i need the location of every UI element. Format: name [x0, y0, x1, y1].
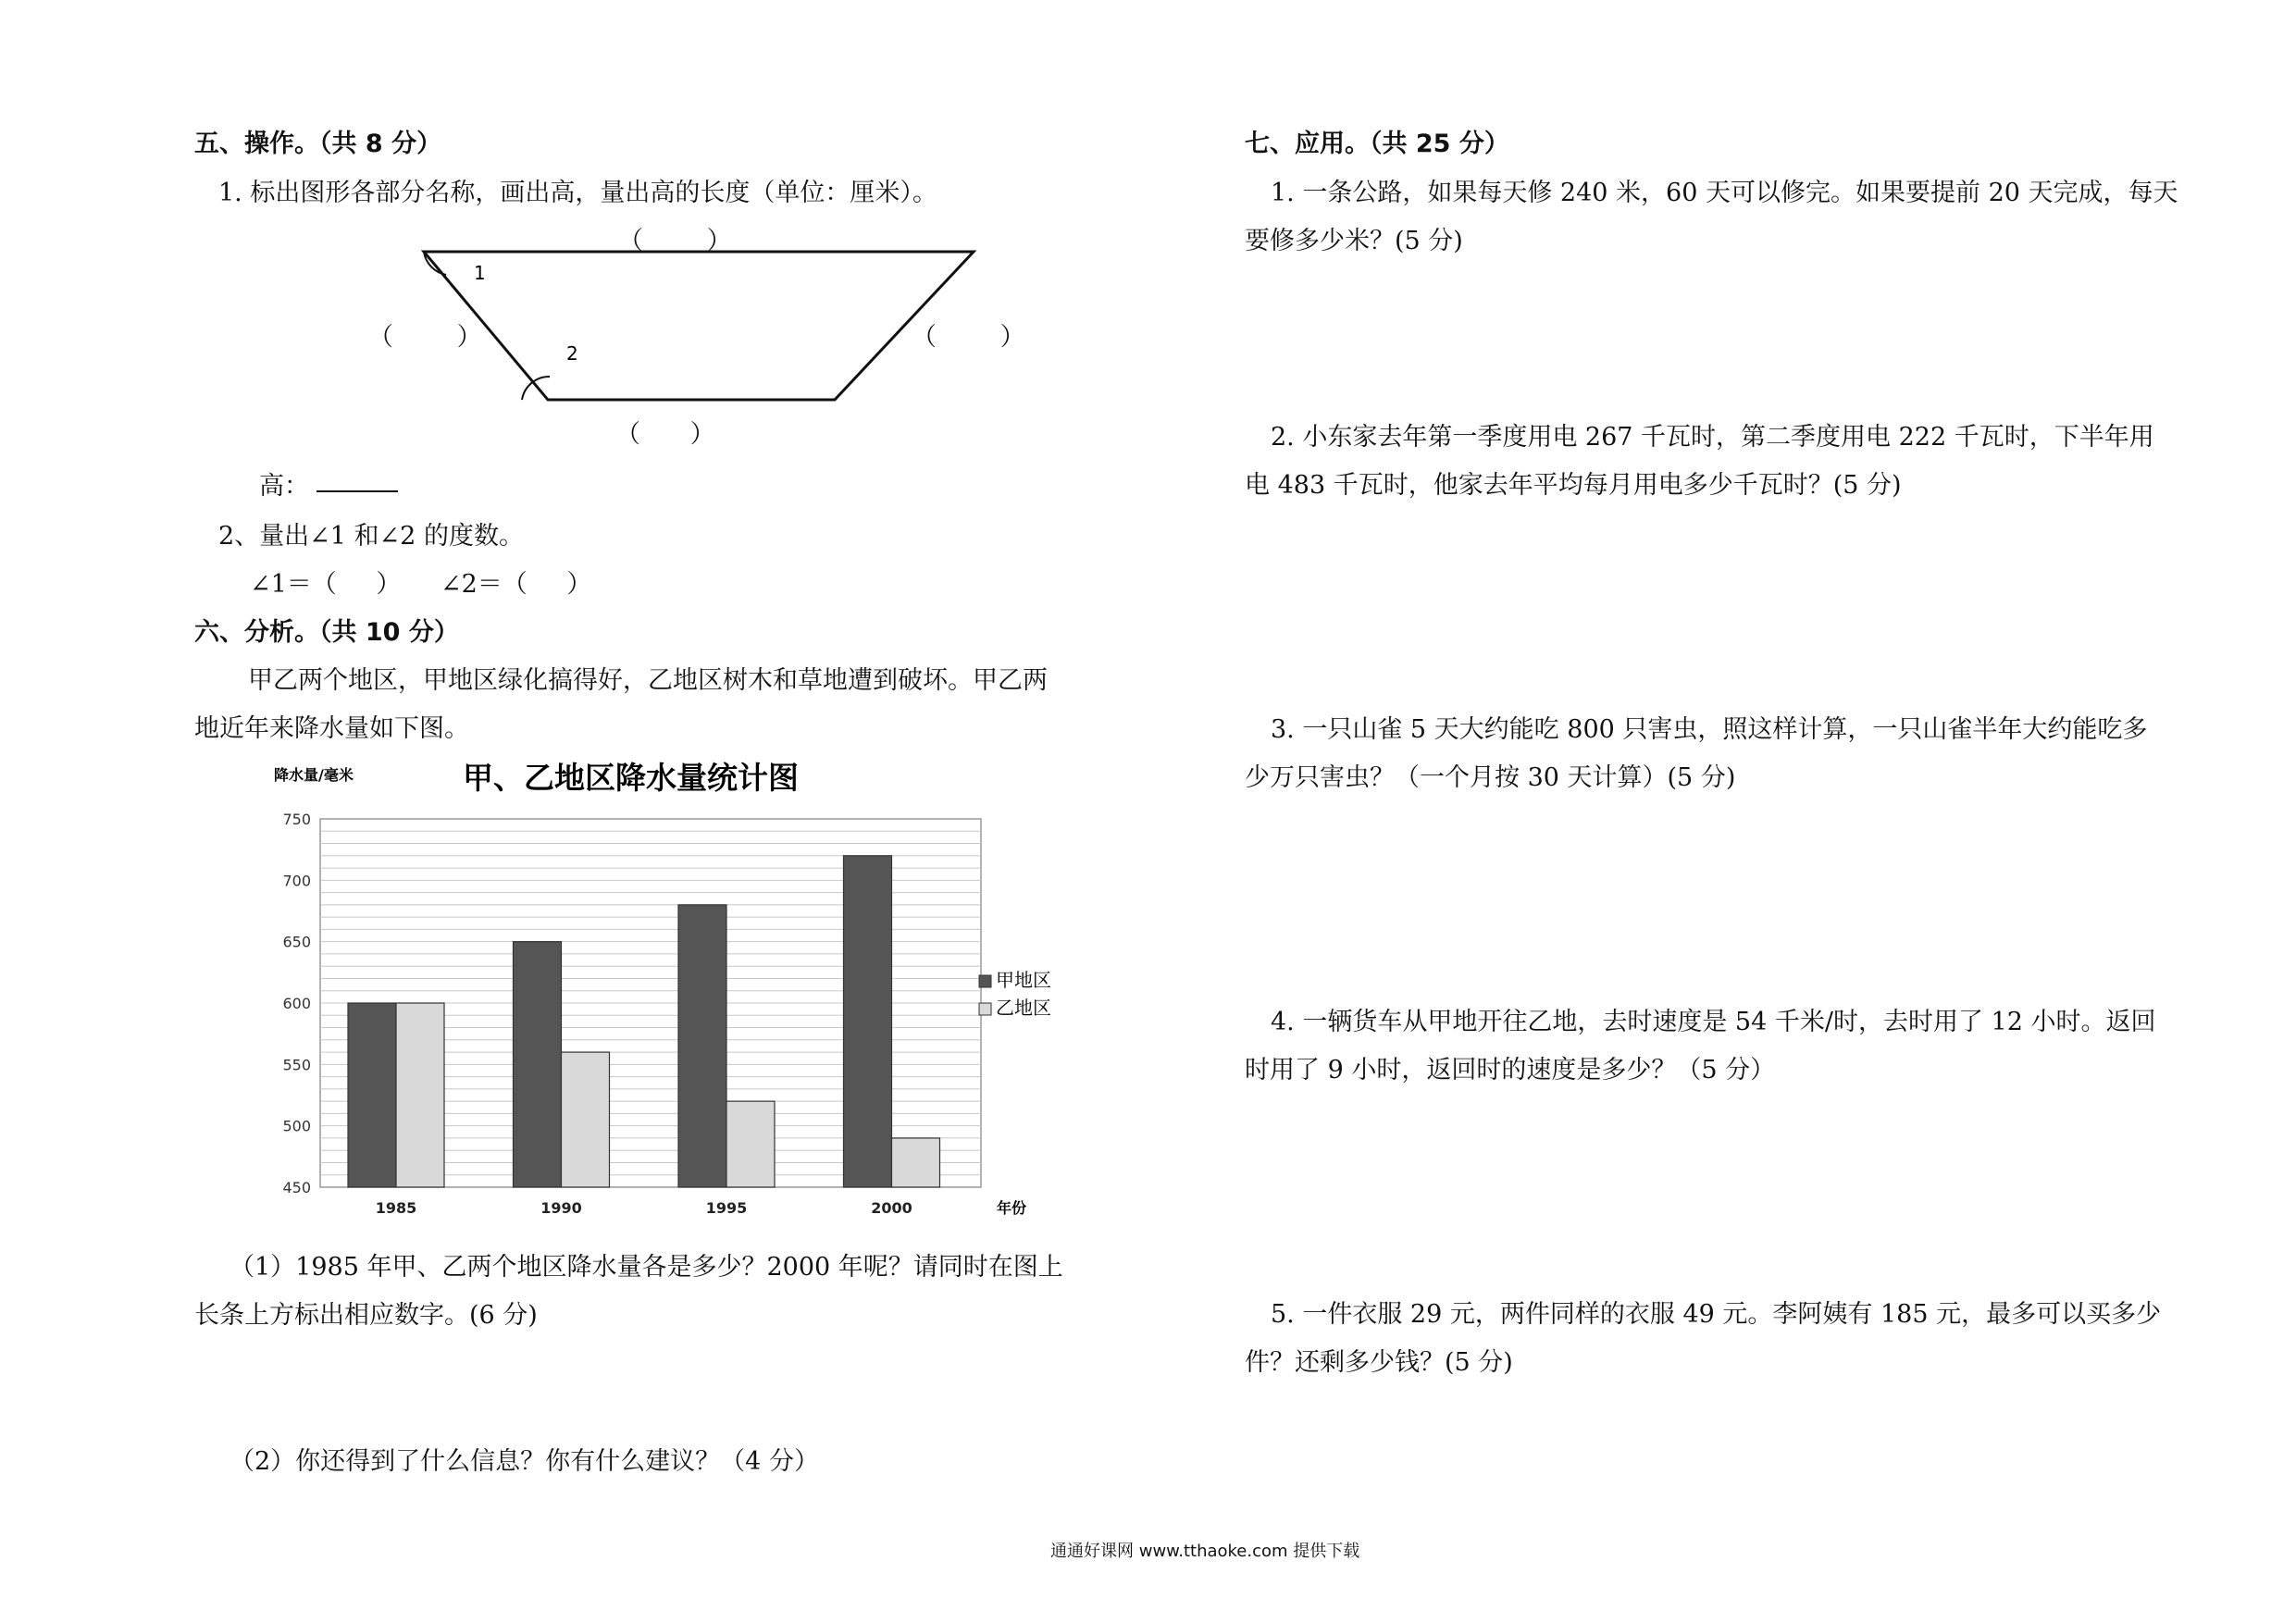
height-label: 高： [259, 472, 309, 501]
angles-answer-line[interactable]: ∠1＝（ ） ∠2＝（ ） [250, 570, 592, 599]
legend-label-jia: 甲地区 [996, 969, 1051, 991]
problem2-line1: 2. 小东家去年第一季度用电 267 千瓦时，第二季度用电 222 千瓦时，下半年用 [1271, 423, 2154, 452]
problem5-line1: 5. 一件衣服 29 元，两件同样的衣服 49 元。李阿姨有 185 元，最多可以买多少 [1271, 1300, 2162, 1329]
angle2-label: 2 [566, 342, 578, 365]
bar-yi-1990 [562, 1052, 610, 1187]
problem2-line2: 电 483 千瓦时，他家去年平均每月用电多少千瓦时？(5 分) [1245, 471, 1902, 500]
section6-q1-line2: 长条上方标出相应数字。(6 分) [194, 1301, 538, 1330]
problem4-line1: 4. 一辆货车从甲地开往乙地，去时速度是 54 千米/时，去时用了 12 小时。返回 [1271, 1008, 2156, 1036]
paren-right[interactable]: （ ） [912, 323, 1025, 352]
bar-yi-1985 [396, 1003, 444, 1187]
section6-q1-line1: （1）1985 年甲、乙两个地区降水量各是多少？2000 年呢？请同时在图上 [230, 1253, 1063, 1282]
problem1-line2: 要修多少米？(5 分) [1245, 227, 1463, 255]
y-tick-label: 500 [282, 1117, 311, 1135]
chart-y-ticks [282, 811, 311, 1196]
section7-title: 七、应用。（共 25 分） [1245, 130, 1509, 158]
section6-title: 六、分析。（共 10 分） [194, 618, 459, 647]
bar-yi-1995 [726, 1101, 775, 1187]
chart-title: 甲、乙地区降水量统计图 [463, 760, 799, 796]
y-tick-label: 600 [282, 995, 311, 1012]
section6-intro-line2: 地近年来降水量如下图。 [194, 714, 469, 743]
bar-yi-2000 [892, 1138, 940, 1187]
y-tick-label: 700 [282, 872, 311, 890]
y-tick-label: 550 [282, 1056, 311, 1074]
y-tick-label: 450 [282, 1179, 311, 1196]
problem5-line2: 件？还剩多少钱？(5 分) [1245, 1348, 1513, 1377]
chart-ylabel: 降水量/毫米 [274, 766, 354, 784]
paren-bottom[interactable]: （ ） [615, 420, 715, 449]
chart-xlabel: 年份 [997, 1199, 1027, 1217]
x-tick-label: 1995 [705, 1199, 748, 1217]
problem3-line1: 3. 一只山雀 5 天大约能吃 800 只害虫，照这样计算，一只山雀半年大约能吃多 [1271, 715, 2148, 744]
x-tick-label: 2000 [871, 1199, 912, 1217]
section6-intro-line1: 甲乙两个地区，甲地区绿化搞得好，乙地区树木和草地遭到破坏。甲乙两 [248, 666, 1048, 695]
bar-jia-1990 [514, 942, 562, 1187]
rainfall-bar-chart [268, 754, 1101, 1217]
x-tick-label: 1985 [375, 1199, 417, 1217]
chart-x-ticks [376, 1199, 912, 1217]
legend-swatch-yi [979, 1003, 991, 1015]
height-answer-line[interactable] [316, 490, 398, 492]
footer-source[interactable]: 通通好课网 www.tthaoke.com 提供下载 [1050, 1542, 1360, 1561]
y-tick-label: 750 [282, 811, 311, 828]
legend-label-yi: 乙地区 [996, 997, 1051, 1019]
trapezoid-shape [424, 252, 974, 400]
section5-title: 五、操作。（共 8 分） [194, 130, 442, 158]
legend-swatch-jia [979, 975, 991, 987]
section6-q2: （2）你还得到了什么信息？你有什么建议？（4 分） [230, 1447, 819, 1476]
problem3-line2: 少万只害虫？（一个月按 30 天计算）(5 分) [1245, 763, 1736, 792]
angle1-label: 1 [474, 262, 486, 284]
bar-jia-1995 [678, 905, 726, 1187]
y-tick-label: 650 [282, 933, 311, 951]
section5-q2: 2、量出∠1 和∠2 的度数。 [218, 522, 524, 551]
x-tick-label: 1990 [540, 1199, 582, 1217]
problem4-line2: 时用了 9 小时，返回时的速度是多少？（5 分） [1245, 1056, 1776, 1084]
section5-q1: 1. 标出图形各部分名称，画出高，量出高的长度（单位：厘米）。 [218, 179, 937, 207]
problem1-line1: 1. 一条公路，如果每天修 240 米，60 天可以修完。如果要提前 20 天完成，每天 [1271, 179, 2178, 207]
bar-jia-2000 [844, 856, 892, 1187]
paren-top[interactable]: （ ） [618, 227, 732, 255]
paren-left[interactable]: （ ） [368, 323, 482, 352]
bar-jia-1985 [348, 1003, 396, 1187]
